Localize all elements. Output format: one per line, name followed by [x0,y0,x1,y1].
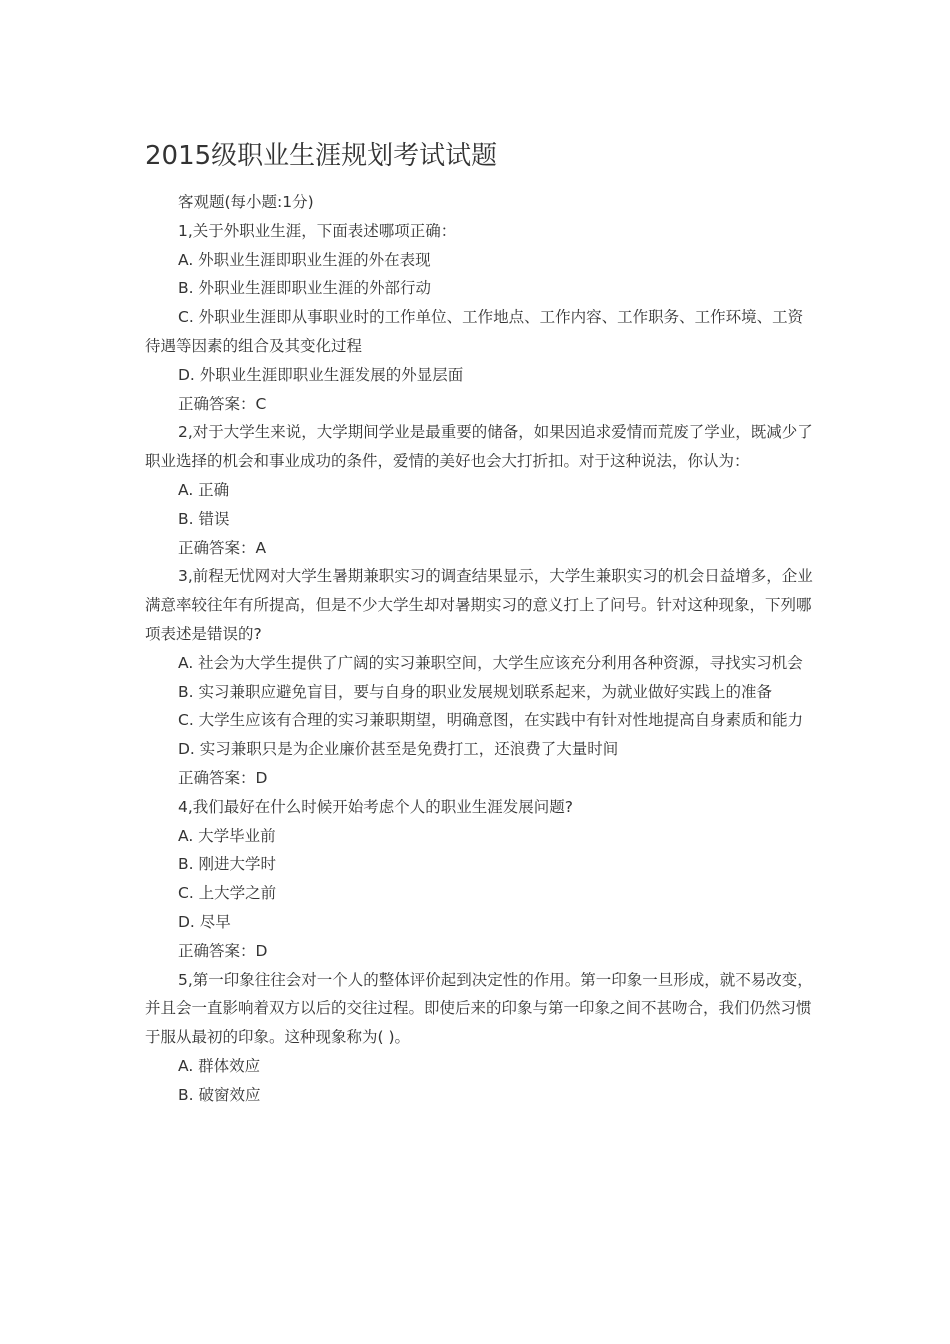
section-heading: 客观题(每小题:1分) [178,193,314,211]
question-1-option-c: C. 外职业生涯即从事职业时的工作单位、工作地点、工作内容、工作职务、工作环境、工资待遇等因素的组合及其变化过程 [145,308,804,355]
question-4-option-c: C. 上大学之前 [178,884,277,903]
question-1-option-d: D. 外职业生涯即职业生涯发展的外显层面 [178,365,464,384]
question-4-option-d: D. 尽早 [178,912,231,931]
question-1-answer: 正确答案：C [178,394,267,413]
question-2-option-a: A. 正确 [178,480,230,499]
question-5-option-a: A. 群体效应 [178,1056,261,1075]
question-1-option-b: B. 外职业生涯即职业生涯的外部行动 [178,279,431,298]
question-2-option-b: B. 错误 [178,509,230,528]
question-2-answer: 正确答案：A [178,538,267,557]
question-1-option-a: A. 外职业生涯即职业生涯的外在表现 [178,250,431,269]
question-4-option-a: A. 大学毕业前 [178,826,276,845]
question-4-answer: 正确答案：D [178,941,268,960]
question-3: 3,前程无忧网对大学生暑期兼职实习的调查结果显示，大学生兼职实习的机会日益增多，企业满意率较往年有所提高，但是不少大学生却对暑期实习的意义打上了问号。针对这种现象，下列哪项表述是错误的? [145,567,813,643]
question-3-option-a: A. 社会为大学生提供了广阔的实习兼职空间，大学生应该充分利用各种资源，寻找实习机会 [178,653,803,672]
question-1: 1,关于外职业生涯，下面表述哪项正确： [178,221,457,240]
question-2: 2,对于大学生来说，大学期间学业是最重要的储备，如果因追求爱情而荒废了学业，既减少了职业选择的机会和事业成功的条件，爱情的美好也会大打折扣。对于这种说法，你认为： [145,423,813,471]
question-5-option-b: B. 破窗效应 [178,1085,261,1104]
question-3-option-d: D. 实习兼职只是为企业廉价甚至是免费打工，还浪费了大量时间 [178,740,619,759]
question-3-option-c: C. 大学生应该有合理的实习兼职期望，明确意图，在实践中有针对性地提高自身素质和能力 [178,711,804,730]
question-4-option-b: B. 刚进大学时 [178,855,276,874]
document-page [145,138,815,1110]
question-5: 5,第一印象往往会对一个人的整体评价起到决定性的作用。第一印象一旦形成，就不易改变，并且会一直影响着双方以后的交往过程。即使后来的印象与第一印象之间不甚吻合，我们仍然习惯于服从最初的印象。这种现象称为( )。 [145,970,813,1047]
question-3-option-b: B. 实习兼职应避免盲目，要与自身的职业发展规划联系起来，为就业做好实践上的准备 [178,682,772,701]
question-3-answer: 正确答案：D [178,768,268,787]
document-title: 2015级职业生涯规划考试试题 [145,141,498,171]
question-4: 4,我们最好在什么时候开始考虑个人的职业生涯发展问题? [178,797,574,816]
